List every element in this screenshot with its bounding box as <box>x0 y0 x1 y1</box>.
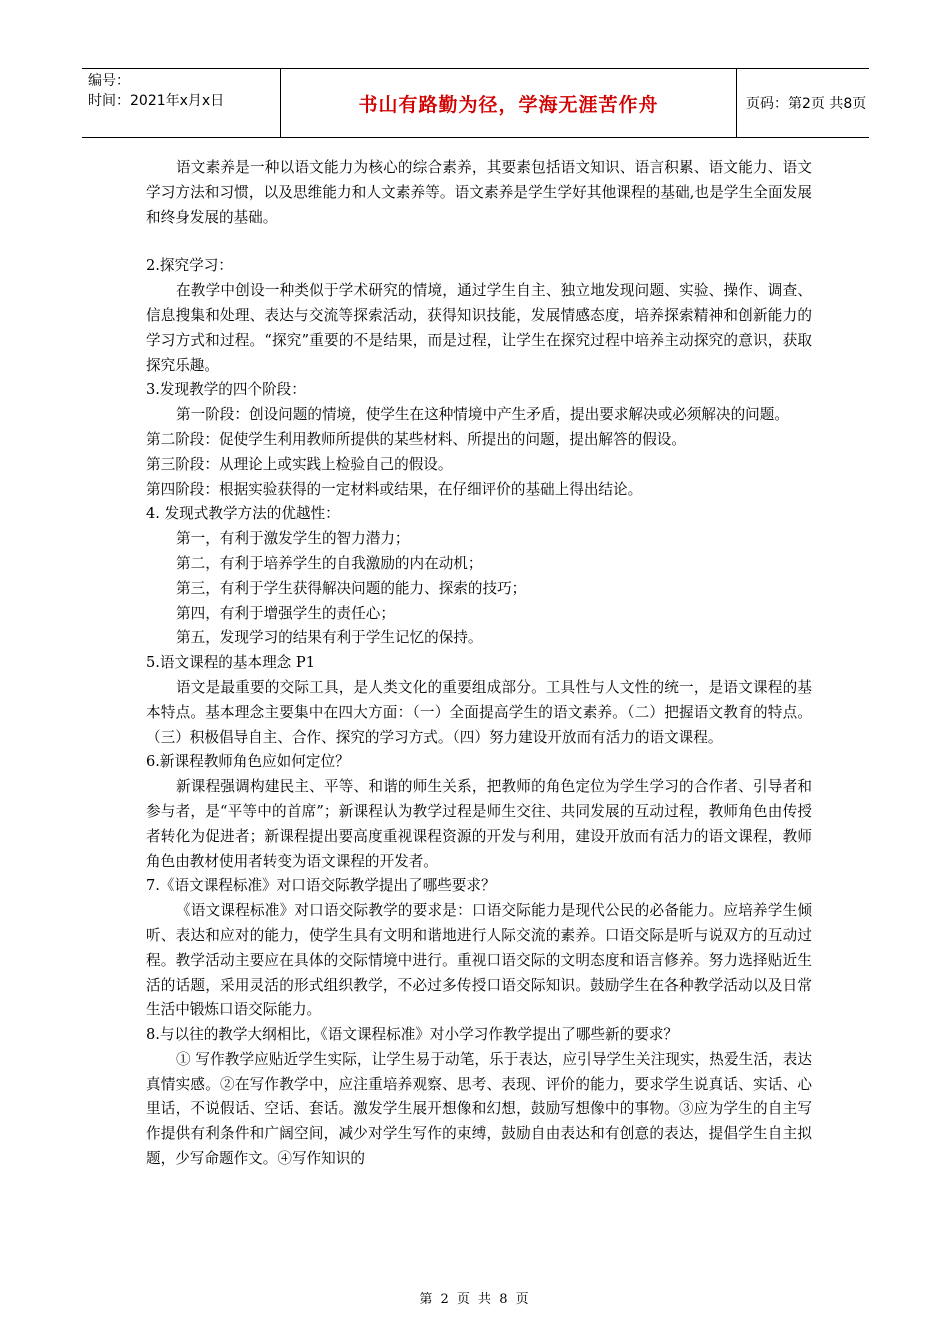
header-info-cell <box>82 69 280 137</box>
page-footer: 第 2 页 共 8 页 <box>419 1292 531 1307</box>
section-4-item: 第三，有利于学生获得解决问题的能力、探索的技巧； <box>176 579 527 597</box>
section-3-title: 3.发现教学的四个阶段： <box>146 381 306 399</box>
section-3-stage-4: 第四阶段：根据实验获得的一定材料或结果，在仔细评价的基础上得出结论。 <box>146 480 643 498</box>
section-5-title: 5.语文课程的基本理念 P1 <box>146 654 316 672</box>
page-code: 页码：第2页 共8页 <box>746 96 867 112</box>
section-5-text: 语文是最重要的交际工具，是人类文化的重要组成部分。工具性与人文性的统一，是语文课程的基本特点。基本理念主要集中在四大方面：（一）全面提高学生的语文素养。（二）把握语文教育的特点。（三）积极倡导自主、合作、探究的学习方式。（四）努力建设开放而有活力的语文课程。 <box>146 678 812 746</box>
section-3-stage-1: 第一阶段：创设问题的情境，使学生在这种情境中产生矛盾，提出要求解决或必须解决的问题。 <box>176 406 789 424</box>
section-7-title: 7.《语文课程标准》对口语交际教学提出了哪些要求？ <box>146 877 496 895</box>
section-2-text: 在教学中创设一种类似于学术研究的情境，通过学生自主、独立地发现问题、实验、操作、调查、信息搜集和处理、表达与交流等探索活动，获得知识技能，发展情感态度，培养探索精神和创新能力的学习方式和过程。“探究”重要的不是结果，而是过程，让学生在探究过程中培养主动探究的意识，获取探究乐趣。 <box>146 282 812 374</box>
section-3-stage-3: 第三阶段：从理论上或实践上检验自己的假设。 <box>146 455 453 473</box>
document-body <box>146 156 812 1172</box>
section-4-item: 第五，发现学习的结果有利于学生记忆的保持。 <box>176 629 483 647</box>
section-6-text: 新课程强调构建民主、平等、和谐的师生关系，把教师的角色定位为学生学习的合作者、引导者和参与者，是“平等中的首席”；新课程认为教学过程是师生交往、共同发展的互动过程，教师角色由传授者转化为促进者；新课程提出要高度重视课程资源的开发与利用，建设开放而有活力的语文课程，教师角色由教材使用者转变为语文课程的开发者。 <box>146 778 812 870</box>
spacer <box>146 230 812 254</box>
section-4-item: 第二，有利于培养学生的自我激励的内在动机； <box>176 554 483 572</box>
section-8-title: 8.与以往的教学大纲相比，《语文课程标准》对小学习作教学提出了哪些新的要求？ <box>146 1026 679 1044</box>
section-3-stage-2: 第二阶段：促使学生利用教师所提供的某些材料、所提出的问题，提出解答的假设。 <box>146 430 686 448</box>
motto-text: 书山有路勤为径，学海无涯苦作舟 <box>358 93 659 116</box>
section-4-title: 4. 发现式教学方法的优越性： <box>146 505 340 523</box>
section-2-title: 2.探究学习： <box>146 257 233 275</box>
section-8-text: ① 写作教学应贴近学生实际，让学生易于动笔，乐于表达，应引导学生关注现实，热爱生活，表达真情实感。②在写作教学中，应注重培养观察、思考、表现、评价的能力，要求学生说真话、实话、心里话，不说假话、空话、套话。激发学生展开想像和幻想，鼓励写想像中的事物。③应为学生的自主写作提供有利条件和广阔空间，减少对学生写作的束缚，鼓励自由表达和有创意的表达，提倡学生自主拟题，少写命题作文。④写作知识的 <box>146 1050 812 1168</box>
header-motto-cell <box>280 69 737 137</box>
section-4-item: 第一，有利于激发学生的智力潜力； <box>176 530 410 548</box>
number-label: 编号： <box>88 73 130 89</box>
header-page-cell <box>736 69 869 137</box>
intro-paragraph: 语文素养是一种以语文能力为核心的综合素养，其要素包括语文知识、语言积累、语文能力、语文学习方法和习惯，以及思维能力和人文素养等。语文素养是学生学好其他课程的基础,也是学生全面发展和终身发展的基础。 <box>146 159 812 226</box>
section-6-title: 6.新课程教师角色应如何定位？ <box>146 753 350 771</box>
page-header <box>82 68 869 138</box>
section-7-text: 《语文课程标准》对口语交际教学的要求是：口语交际能力是现代公民的必备能力。应培养学生倾听、表达和应对的能力，使学生具有文明和谐地进行人际交流的素养。口语交际是听与说双方的互动过程。教学活动主要应在具体的交际情境中进行。重视口语交际的文明态度和语言修养。努力选择贴近生活的话题，采用灵活的形式组织教学，不必过多传授口语交际知识。鼓励学生在各种教学活动以及日常生活中锻炼口语交际能力。 <box>146 902 812 1019</box>
date-label: 时间：2021年x月x日 <box>88 93 225 109</box>
section-4-item: 第四，有利于增强学生的责任心； <box>176 604 395 622</box>
